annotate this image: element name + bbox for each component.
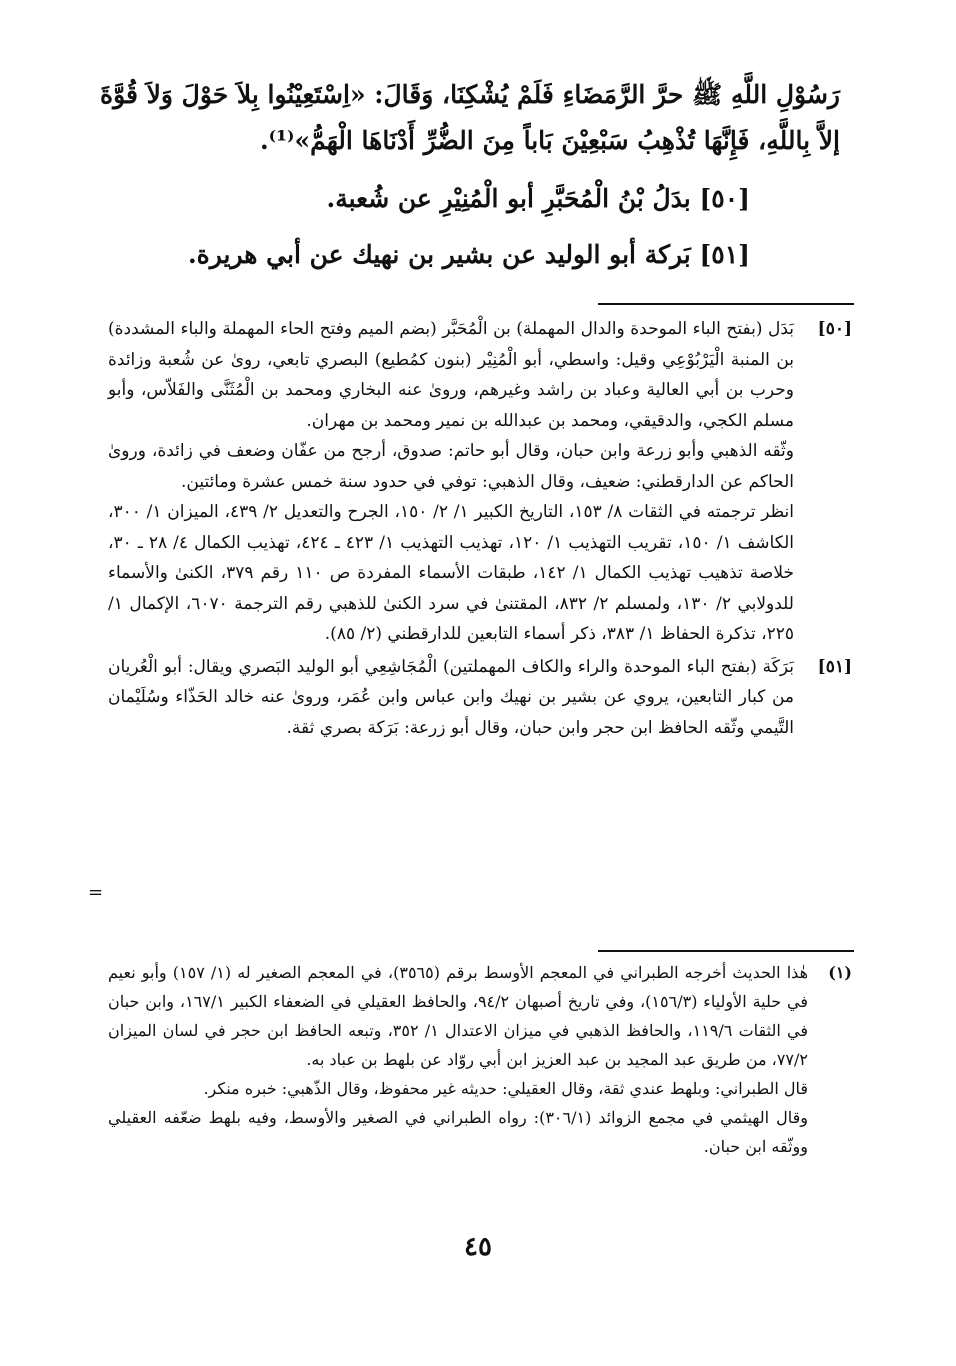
- footnote-paragraph: هٰذا الحديث أخرجه الطبراني في المعجم الأوسط برقم (٣٥٦٥)، في المعجم الصغير له (١/ ١٥٧) وأبو نعيم في حلية الأولياء (١٥٦/٣)، وفي تاريخ أصبهان ٩٤/٢، والحافظ العقيلي في الضعفاء الكبير ١٦٧/١، وابن حبان في الثقات ١١٩/٦، والحافظ الذهبي في ميزان الاعتدال ١/ ٣٥٢، وتبعه الحافظ ابن حجر في لسان الميزان ٧٧/٢، من طريق عبد المجيد بن عبد العزيز ابن أبي روّاد عن بلهط بن عباد به.: [108, 963, 809, 1069]
- note-paragraph: بَدَل (بفتح الباء الموحدة والدال المهملة) بن الْمُحَبَّر (بضم الميم وفتح الحاء المهملة والباء المشددة) بن المنبة الْيَرْبُوْعِي وقيل: واسطي، أبو الْمُنِيْر (بنون كمُطيع) البصري تابعي، روىٰ عن شُعبة وزائدة وحرب بن أبي العالية وعباد بن راشد وغيرهم، وروىٰ عنه البخاري ومحمد بن الْمُثَنَّى والفَلاّس، وأبو مسلم الكجي، والدقيقي، ومحمد بن عبدالله بن نمير ومحمد بن مهران.: [108, 319, 794, 431]
- note-51: [108, 652, 856, 744]
- entry-51: [٥١] بَركة أبو الوليد عن بشير بن نهيك عن أبي هريرة.: [187, 240, 750, 269]
- note-50: [108, 314, 856, 650]
- footnote-number: (١): [828, 963, 852, 982]
- footnote-paragraph: قال الطبراني: وبلهط عندي ثقة، وقال العقيلي: حديثه غير محفوظ، وقال الذّهبي: خبره منكر.: [203, 1079, 808, 1098]
- narrator-notes: [108, 314, 856, 745]
- note-paragraph: انظر ترجمته في الثقات ٨/ ١٥٣، التاريخ الكبير ١/ ٢/ ١٥٠، الجرح والتعديل ٢/ ٤٣٩، الميزان ١/ ٣٠٠، الكاشف ١/ ١٥٠، تقريب التهذيب ١/ ١٢٠، تهذيب التهذيب ١/ ٤٢٣ ـ ٤٢٤، تهذيب الكمال ٤/ ٢٨ ـ ٣٠، خلاصة تذهيب تهذيب الكمال ١/ ١٤٢، طبقات الأسماء المفردة ص ١١٠ رقم ٣٧٩، الكنىٰ والأسماء للدولابي ٢/ ١٣٠، ولمسلم ٢/ ٨٣٢، المقتنىٰ في سرد الكنىٰ للذهبي رقم الترجمة ٦٠٧٠، الإكمال ١/ ٢٢٥، تذكرة الحفاظ ١/ ٣٨٣، ذكر أسماء التابعين للدارقطني (٢/ ٨٥).: [108, 502, 795, 644]
- page-number: ٤٥: [464, 1232, 492, 1262]
- entry-50: [٥٠] بدَلُ بْنُ الْمُحَبَّرِ أبو الْمُنِيْرِ عن شُعبة.: [326, 184, 750, 213]
- footnote-1: [108, 958, 856, 1161]
- hadith-paragraph: رَسُوْلِ اللَّهِ ﷺ حرَّ الرَّمَضَاءِ فَلَمْ يُشْكِنَا، وَقَالَ: «اِسْتَعِيْنُوا بِلاَ حَوْلَ وَلاَ قُوَّةَ إلاَّ بِاللَّهِ، فَإِنَّهَا تُذْهِبُ سَبْعِيْنَ بَاباً مِنَ الضُّرِّ أَدْنَاهَا الْهَمُّ»⁽¹⁾.: [99, 80, 840, 155]
- notes-separator: [598, 303, 854, 305]
- footnotes: [108, 958, 856, 1163]
- margin-mark: =: [88, 882, 104, 903]
- note-number: [٥٠]: [817, 319, 852, 339]
- footnote-paragraph: وقال الهيثمي في مجمع الزوائد (٣٠٦/١): رواه الطبراني في الصغير والأوسط، وفيه بلهط ضعّفه العقيلي ووثّقه ابن حبان.: [108, 1108, 808, 1156]
- footnotes-separator: [598, 950, 854, 952]
- main-text: [100, 72, 840, 278]
- note-paragraph: بَرَكَة (بفتح الباء الموحدة والراء والكاف المهملتين) الْمُجَاشِعِي أبو الوليد البَصري ويقال: أبو الْعُريان من كبار التابعين، يروي عن بشير بن نهيك وابن عباس وابن عُمَر، وروىٰ عنه خالد الحَذّاء وسُلَيْمان التَّيمي وثّقه الحافظ ابن حجر وابن حبان، وقال أبو زرعة: بَرَكة بصري ثقة.: [108, 656, 794, 738]
- note-paragraph: وثّقه الذهبي وأبو زرعة وابن حبان، وقال أبو حاتم: صدوق، أرجح من عفّان وضعف في زائدة، وروىٰ الحاكم عن الدارقطني: ضعيف، وقال الذهبي: توفي في حدود سنة خمس عشرة ومائتين.: [108, 441, 794, 492]
- note-number: [٥١]: [817, 656, 852, 677]
